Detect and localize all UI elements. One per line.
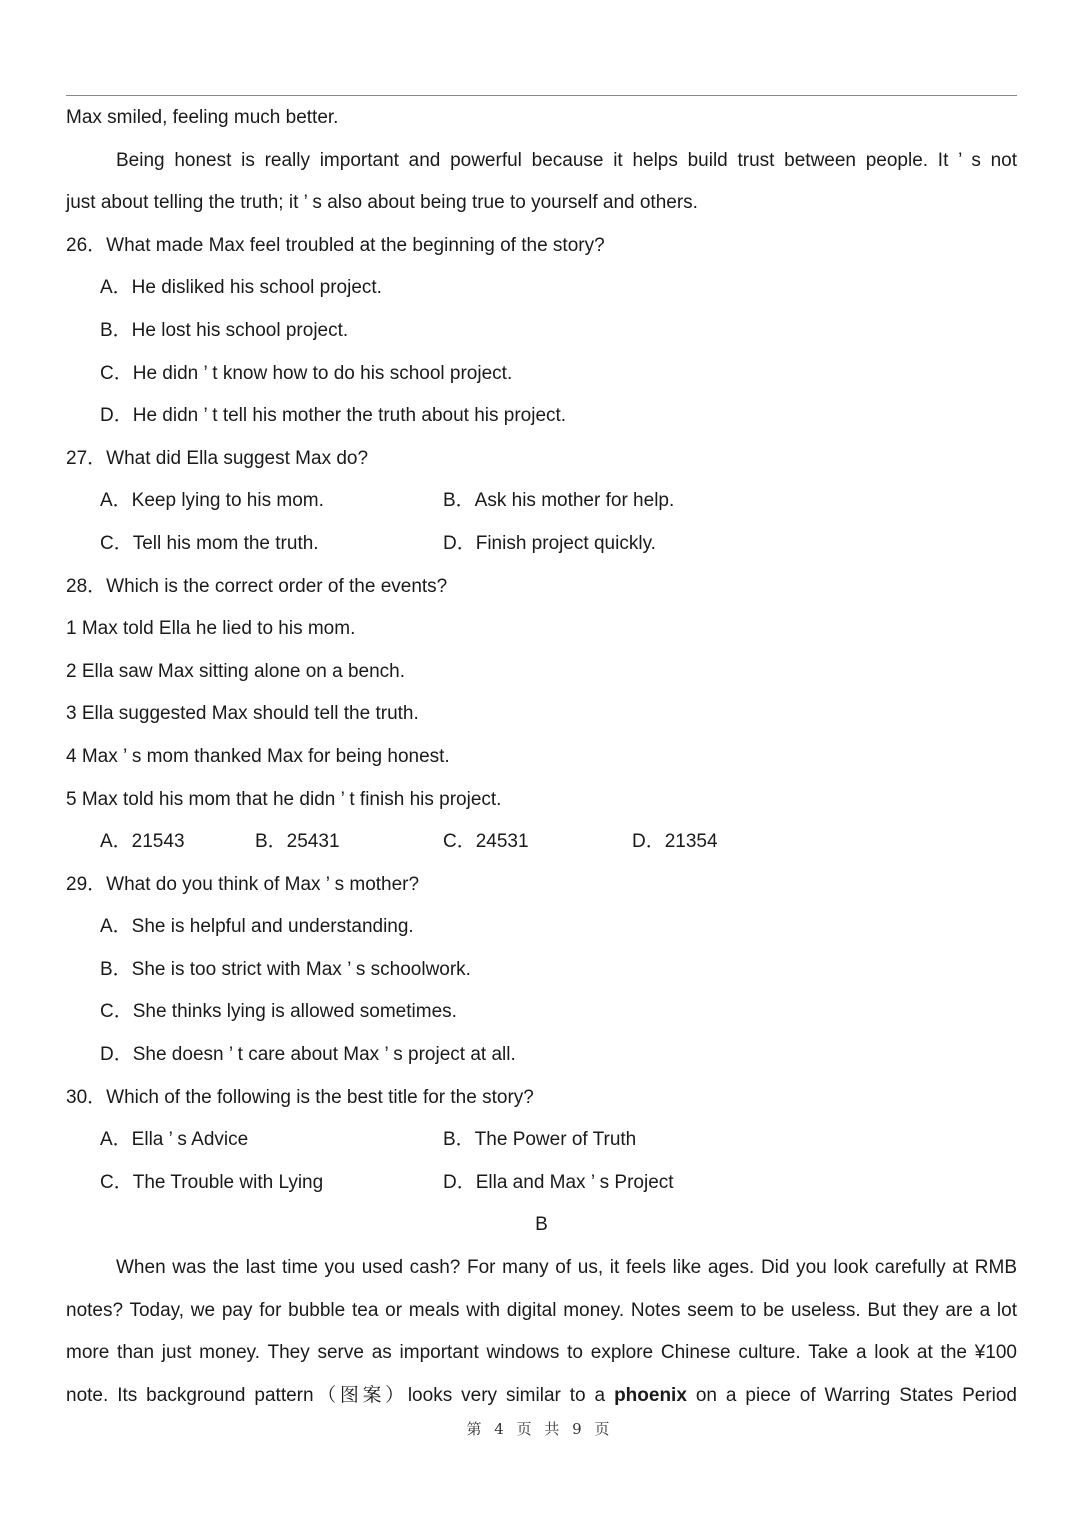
section-heading: B	[535, 1214, 548, 1236]
option-row	[66, 523, 1017, 566]
event-item: 3 Ella suggested Max should tell the truth.	[66, 703, 419, 725]
event-item: 2 Ella saw Max sitting alone on a bench.	[66, 660, 406, 682]
option-row	[66, 1119, 1017, 1162]
option-c: C．24531	[443, 831, 529, 853]
option-b: B．25431	[255, 831, 340, 853]
option-c: C．She thinks lying is allowed sometimes.	[100, 1001, 457, 1023]
paragraph: When was the last time you used cash? For many of us, it feels like ages. Did you look carefully at RMB	[116, 1257, 1017, 1279]
header-rule	[66, 95, 1017, 96]
option-a: A．Ella ’ s Advice	[100, 1129, 249, 1151]
option-row	[66, 821, 1017, 864]
option-d: D．Finish project quickly.	[443, 532, 656, 554]
option-row	[66, 480, 1017, 523]
question-26-stem: 26．What made Max feel troubled at the beginning of the story?	[66, 234, 605, 256]
option-b: B．The Power of Truth	[443, 1129, 637, 1151]
option-b: B．Ask his mother for help.	[443, 490, 675, 512]
question-29-stem: 29．What do you think of Max ’ s mother?	[66, 873, 420, 895]
event-item: 4 Max ’ s mom thanked Max for being honest.	[66, 745, 450, 767]
option-c: C．He didn ’ t know how to do his school project.	[100, 362, 513, 384]
question-28-stem: 28．Which is the correct order of the events?	[66, 575, 448, 597]
question-30-stem: 30．Which of the following is the best title for the story?	[66, 1086, 534, 1108]
paragraph: just about telling the truth; it ’ s also about being true to yourself and others.	[66, 192, 698, 214]
option-d: D．He didn ’ t tell his mother the truth about his project.	[100, 405, 567, 427]
question-27-stem: 27．What did Ella suggest Max do?	[66, 447, 369, 469]
option-d: D．Ella and Max ’ s Project	[443, 1171, 674, 1193]
text-run: on a piece of Warring States Period	[686, 1384, 1017, 1406]
option-b: B．He lost his school project.	[100, 319, 349, 341]
paragraph	[66, 1375, 1017, 1418]
option-a: A．Keep lying to his mom.	[100, 490, 324, 512]
option-row	[66, 1162, 1017, 1205]
event-item: 5 Max told his mom that he didn ’ t finish his project.	[66, 788, 502, 810]
option-c: C．Tell his mom the truth.	[100, 532, 319, 554]
paragraph: notes? Today, we pay for bubble tea or meals with digital money. Notes seem to be useless. But they are a lot	[66, 1299, 1017, 1321]
option-a: A．He disliked his school project.	[100, 277, 382, 299]
option-b: B．She is too strict with Max ’ s schoolwork.	[100, 958, 471, 980]
option-d: D．She doesn ’ t care about Max ’ s project at all.	[100, 1044, 516, 1066]
option-c: C．The Trouble with Lying	[100, 1171, 324, 1193]
paragraph: more than just money. They serve as important windows to explore Chinese culture. Take a look at the ¥100	[66, 1342, 1017, 1364]
option-d: D．21354	[632, 831, 718, 853]
bold-word: phoenix	[614, 1384, 687, 1406]
page-footer: 第 4 页 共 9 页	[466, 1420, 614, 1438]
paragraph: Being honest is really important and powerful because it helps build trust between people. It ’ s not	[116, 149, 1017, 171]
option-a: A．21543	[100, 831, 185, 853]
page-content	[66, 97, 1017, 1417]
paragraph: Max smiled, feeling much better.	[66, 107, 339, 128]
text-run: note. Its background pattern（图案）looks very similar to a	[66, 1384, 615, 1406]
option-a: A．She is helpful and understanding.	[100, 916, 414, 938]
event-item: 1 Max told Ella he lied to his mom.	[66, 618, 356, 640]
